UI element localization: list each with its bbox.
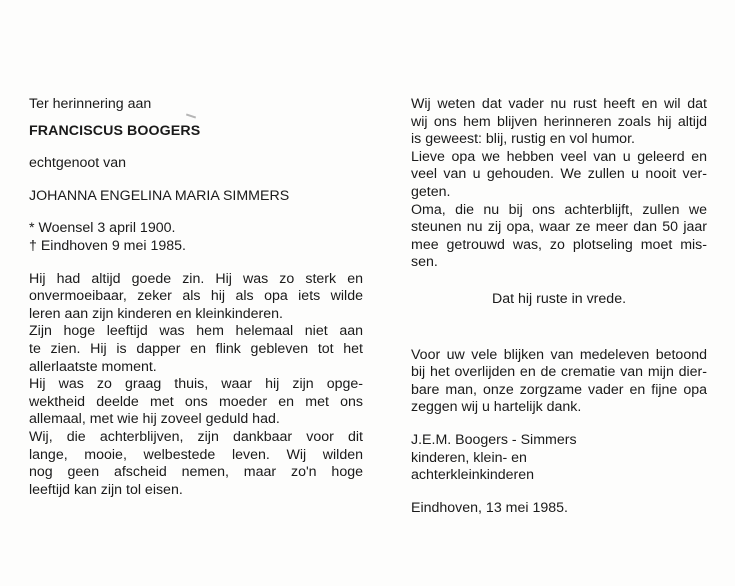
spouse-name: JOHANNA ENGELINA MARIA SIMMERS <box>29 187 290 204</box>
text-line: onvermoeibaar, zeker als hij als opa iets wilde <box>29 288 363 305</box>
deceased-name: FRANCISCUS BOOGERS <box>29 122 201 139</box>
text-line: Wij, die achterblijven, zijn dankbaar voor dit <box>29 428 363 445</box>
text-line: veel van u gehouden. We zullen u nooit ver- <box>411 166 707 183</box>
right-column <box>411 96 711 517</box>
signature-line: achterkleinkinderen <box>411 467 535 484</box>
text-line: te zien. Hij is dapper en flink gebleven tot het <box>29 340 363 357</box>
text-line: steunen nu zij opa, waar ze meer dan 50 jaar <box>411 219 707 236</box>
text-line: sen. <box>411 254 438 271</box>
right-body-text <box>411 96 711 272</box>
text-line: geten. <box>411 183 451 200</box>
birth-line: * Woensel 3 april 1900. <box>29 220 176 237</box>
rest-in-peace: Dat hij ruste in vrede. <box>491 290 627 307</box>
text-line: is geweest: blij, rustig en vol humor. <box>411 131 635 148</box>
text-line: allerlaatste moment. <box>29 358 157 375</box>
text-line: lange, mooie, welbestede leven. Wij wilden <box>29 446 363 463</box>
text-line: leeftijd kan zijn tol eisen. <box>29 481 183 498</box>
text-line: Hij had altijd goede zin. Hij was zo sterk en <box>29 270 363 287</box>
signature-block <box>411 432 711 485</box>
text-line: Wij weten dat vader nu rust heeft en wil dat <box>411 96 707 112</box>
text-line: wij ons hem blijven herinneren zoals hij altijd <box>411 113 707 130</box>
death-line: † Eindhoven 9 mei 1985. <box>29 237 186 254</box>
spouse-label: echtgenoot van <box>29 155 127 172</box>
text-line: leren aan zijn kinderen en kleinkinderen. <box>29 305 283 322</box>
text-line: Hij was zo graag thuis, waar hij zijn opge- <box>29 376 363 393</box>
text-line: zeggen wij u hartelijk dank. <box>411 399 582 416</box>
intro-text: Ter herinnering aan <box>29 96 152 112</box>
text-line: Voor uw vele blijken van medeleven betoond <box>411 346 707 363</box>
text-line: Oma, die nu bij ons achterblijft, zullen we <box>411 201 707 218</box>
text-line: wektheid deelde met ons moeder en met ons <box>29 393 363 410</box>
text-line: mee getrouwd was, zo plotseling moet mis- <box>411 236 707 253</box>
text-line: Zijn hoge leeftijd was hem helemaal niet aan <box>29 323 363 340</box>
left-body-text <box>29 271 364 500</box>
text-line: Lieve opa we hebben veel van u geleerd en <box>411 148 707 165</box>
text-line: bare man, onze zorgzame vader en fijne opa <box>411 381 707 398</box>
signature-line: kinderen, klein- en <box>411 449 527 466</box>
text-line: nog geen afscheid nemen, maar zo'n hoge <box>29 464 363 481</box>
place-date: Eindhoven, 13 mei 1985. <box>411 499 568 516</box>
signature-line: J.E.M. Boogers - Simmers <box>411 431 577 448</box>
left-column <box>29 96 364 499</box>
text-line: bij het overlijden en de crematie van mijn dier- <box>411 364 707 381</box>
thanks-text <box>411 347 711 417</box>
text-line: allemaal, met wie hij zoveel geduld had. <box>29 411 280 428</box>
